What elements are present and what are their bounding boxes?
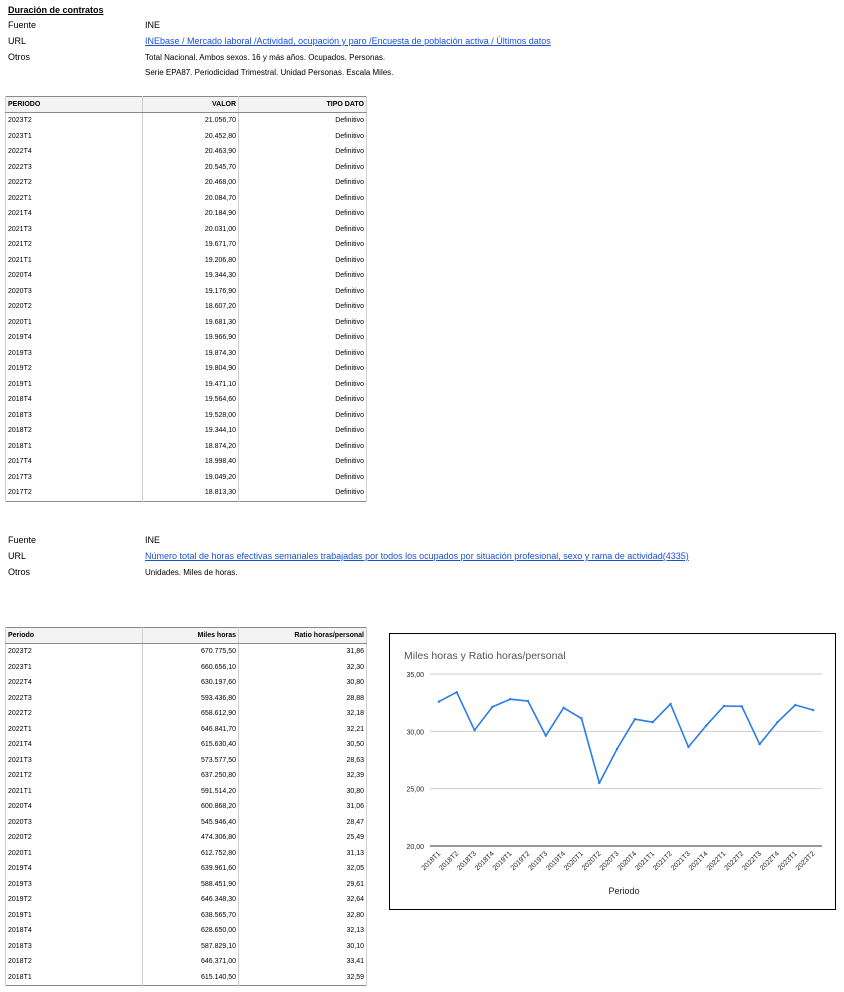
otros-line-1: Total Nacional. Ambos sexos. 16 y más años. Ocupados. Personas. xyxy=(145,53,386,62)
table-row xyxy=(6,675,367,691)
table-row xyxy=(6,737,367,753)
table-row xyxy=(6,222,367,238)
table-cell: 30,80 xyxy=(239,784,367,800)
column-header: Miles horas xyxy=(143,628,239,644)
table-cell: 2019T1 xyxy=(6,908,143,924)
x-tick-label: 2018T1 xyxy=(420,850,443,873)
table-cell: 474.306,80 xyxy=(143,830,239,846)
table-cell: 2021T4 xyxy=(6,737,143,753)
table-cell: 32,13 xyxy=(239,923,367,939)
x-tick-label: 2023T2 xyxy=(794,850,817,873)
table-cell: 31,86 xyxy=(239,644,367,660)
table-row xyxy=(6,315,367,331)
x-tick-label: 2018T2 xyxy=(438,850,461,873)
data-point xyxy=(812,709,814,711)
table-cell: 670.775,50 xyxy=(143,644,239,660)
table-row xyxy=(6,361,367,377)
table-cell: 587.829,10 xyxy=(143,939,239,955)
section-title: Duración de contratos xyxy=(8,5,104,15)
chart-title: Miles horas y Ratio horas/personal xyxy=(404,650,566,662)
table-cell: Definitivo xyxy=(239,191,367,207)
table-cell: 2018T3 xyxy=(6,408,143,424)
table-cell: 18.813,30 xyxy=(143,485,239,501)
table-cell: 660.656,10 xyxy=(143,660,239,676)
table-row xyxy=(6,644,367,660)
table-cell: 2019T4 xyxy=(6,330,143,346)
fuente-value-2: INE xyxy=(145,535,161,545)
table-cell: Definitivo xyxy=(239,222,367,238)
table-cell: 30,10 xyxy=(239,939,367,955)
table-cell: 2021T2 xyxy=(6,237,143,253)
table-cell: 2022T1 xyxy=(6,191,143,207)
x-tick-label: 2021T1 xyxy=(634,850,657,873)
table-row xyxy=(6,113,367,129)
data-point xyxy=(687,746,689,748)
table-cell: Definitivo xyxy=(239,392,367,408)
x-tick-label: 2019T1 xyxy=(491,850,514,873)
table-cell: 591.514,20 xyxy=(143,784,239,800)
table-cell: 2022T2 xyxy=(6,706,143,722)
table-cell: 2020T1 xyxy=(6,846,143,862)
table-row xyxy=(6,299,367,315)
x-tick-label: 2022T3 xyxy=(741,850,764,873)
x-tick-label: 2019T4 xyxy=(545,850,568,873)
data-point xyxy=(741,705,743,707)
x-tick-label: 2019T2 xyxy=(509,850,532,873)
data-point xyxy=(794,704,796,706)
table-row xyxy=(6,753,367,769)
data-point xyxy=(616,748,618,750)
table-cell: 21.056,70 xyxy=(143,113,239,129)
table-row xyxy=(6,877,367,893)
table-row xyxy=(6,908,367,924)
table-cell: 33,41 xyxy=(239,954,367,970)
table-row xyxy=(6,470,367,486)
table-row xyxy=(6,970,367,986)
data-point xyxy=(438,700,440,702)
column-header: PERIODO xyxy=(6,97,143,113)
x-tick-label: 2021T3 xyxy=(670,850,692,873)
table-cell: 573.577,50 xyxy=(143,753,239,769)
table-cell: 2017T4 xyxy=(6,454,143,470)
table-cell: 32,59 xyxy=(239,970,367,986)
data-point xyxy=(527,700,529,702)
table-row xyxy=(6,830,367,846)
table-cell: 19.471,10 xyxy=(143,377,239,393)
table-cell: 19.049,20 xyxy=(143,470,239,486)
table-cell: 19.344,30 xyxy=(143,268,239,284)
table-cell: 2018T1 xyxy=(6,970,143,986)
data-point xyxy=(473,729,475,731)
table-cell: 32,39 xyxy=(239,768,367,784)
table-cell: 31,13 xyxy=(239,846,367,862)
table-cell: 2022T3 xyxy=(6,691,143,707)
table-cell: 2019T2 xyxy=(6,361,143,377)
table-cell: 2017T2 xyxy=(6,485,143,501)
table-header-row xyxy=(6,628,367,644)
table-row xyxy=(6,706,367,722)
chart-svg xyxy=(390,634,835,909)
table-cell: 2021T4 xyxy=(6,206,143,222)
table-row xyxy=(6,846,367,862)
table-row xyxy=(6,768,367,784)
x-tick-label: 2018T4 xyxy=(474,850,496,873)
table-cell: 2022T4 xyxy=(6,675,143,691)
x-tick-label: 2023T1 xyxy=(776,850,799,873)
url-label: URL xyxy=(8,36,27,46)
table-cell: 2020T1 xyxy=(6,315,143,331)
table-cell: Definitivo xyxy=(239,284,367,300)
data-point xyxy=(456,691,458,693)
table-cell: 28,88 xyxy=(239,691,367,707)
table-cell: Definitivo xyxy=(239,470,367,486)
table-row xyxy=(6,253,367,269)
table-row xyxy=(6,691,367,707)
fuente-value: INE xyxy=(145,20,161,30)
table-row xyxy=(6,237,367,253)
table-row xyxy=(6,423,367,439)
table-cell: 615.140,50 xyxy=(143,970,239,986)
table-cell: 2022T2 xyxy=(6,175,143,191)
x-tick-label: 2019T3 xyxy=(527,850,550,873)
table-cell: 18.998,40 xyxy=(143,454,239,470)
table-row xyxy=(6,954,367,970)
table-row xyxy=(6,722,367,738)
table-cell: 588.451,90 xyxy=(143,877,239,893)
table-cell: Definitivo xyxy=(239,454,367,470)
table-row xyxy=(6,485,367,501)
table-cell: 19.176,90 xyxy=(143,284,239,300)
table-cell: 20.468,00 xyxy=(143,175,239,191)
series-line xyxy=(439,692,813,783)
table-header-row xyxy=(6,97,367,113)
data-point xyxy=(562,707,564,709)
table-cell: 2021T1 xyxy=(6,784,143,800)
table-cell: 19.564,60 xyxy=(143,392,239,408)
table-cell: 29,61 xyxy=(239,877,367,893)
table-cell: 639.961,60 xyxy=(143,861,239,877)
table-cell: 646.841,70 xyxy=(143,722,239,738)
table-row xyxy=(6,330,367,346)
table-cell: 2021T3 xyxy=(6,222,143,238)
table-cell: Definitivo xyxy=(239,439,367,455)
table-cell: 32,30 xyxy=(239,660,367,676)
table-cell: 20.031,00 xyxy=(143,222,239,238)
table-cell: 2023T2 xyxy=(6,644,143,660)
table-cell: 646.348,30 xyxy=(143,892,239,908)
data-point xyxy=(491,706,493,708)
y-tick-label: 35,00 xyxy=(406,672,424,679)
table-row xyxy=(6,129,367,145)
ratio-chart[interactable] xyxy=(389,633,836,910)
column-header: Ratio horas/personal xyxy=(239,628,367,644)
table-row xyxy=(6,784,367,800)
table-cell: Definitivo xyxy=(239,315,367,331)
table-cell: 2018T2 xyxy=(6,423,143,439)
table-cell: Definitivo xyxy=(239,330,367,346)
table-row xyxy=(6,439,367,455)
table-cell: 20.463,90 xyxy=(143,144,239,160)
otros-value-2: Unidades. Miles de horas. xyxy=(145,568,238,577)
url-label-2: URL xyxy=(8,551,27,561)
data-point xyxy=(776,721,778,723)
table-cell: 2023T2 xyxy=(6,113,143,129)
otros-label: Otros xyxy=(8,52,31,62)
data-point xyxy=(652,721,654,723)
table-cell: 25,49 xyxy=(239,830,367,846)
table-cell: 2022T3 xyxy=(6,160,143,176)
table-cell: 2020T2 xyxy=(6,830,143,846)
table-cell: 30,80 xyxy=(239,675,367,691)
table-cell: 20.545,70 xyxy=(143,160,239,176)
table-cell: 20.452,80 xyxy=(143,129,239,145)
table-cell: 18.874,20 xyxy=(143,439,239,455)
table-cell: 2022T1 xyxy=(6,722,143,738)
table-cell: Definitivo xyxy=(239,113,367,129)
table-cell: 615.630,40 xyxy=(143,737,239,753)
table-row xyxy=(6,815,367,831)
table-cell: Definitivo xyxy=(239,377,367,393)
table-row xyxy=(6,392,367,408)
table-row xyxy=(6,377,367,393)
table-row xyxy=(6,284,367,300)
table-cell: 2019T1 xyxy=(6,377,143,393)
column-header: TIPO DATO xyxy=(239,97,367,113)
table-cell: 19.804,90 xyxy=(143,361,239,377)
x-axis-label: Periodo xyxy=(608,886,640,896)
y-tick-label: 25,00 xyxy=(406,786,424,794)
data-point xyxy=(509,698,511,700)
table-cell: 2018T4 xyxy=(6,392,143,408)
data-point xyxy=(580,717,582,719)
table-cell: 31,06 xyxy=(239,799,367,815)
table-cell: 19.528,00 xyxy=(143,408,239,424)
table-cell: Definitivo xyxy=(239,299,367,315)
x-tick-label: 2020T4 xyxy=(616,850,639,873)
table-cell: 2023T1 xyxy=(6,660,143,676)
table-cell: 2023T1 xyxy=(6,129,143,145)
table-cell: 630.197,60 xyxy=(143,675,239,691)
table-cell: 2018T3 xyxy=(6,939,143,955)
table-cell: 2022T4 xyxy=(6,144,143,160)
table-cell: 2018T4 xyxy=(6,923,143,939)
table-cell: 20.084,70 xyxy=(143,191,239,207)
table-cell: 2021T1 xyxy=(6,253,143,269)
table-cell: Definitivo xyxy=(239,346,367,362)
table-cell: Definitivo xyxy=(239,361,367,377)
table-cell: Definitivo xyxy=(239,144,367,160)
table-cell: 2020T3 xyxy=(6,815,143,831)
table-row xyxy=(6,923,367,939)
table-cell: 18.607,20 xyxy=(143,299,239,315)
table-row xyxy=(6,454,367,470)
table-row xyxy=(6,206,367,222)
table-cell: 2021T2 xyxy=(6,768,143,784)
x-tick-label: 2020T1 xyxy=(563,850,585,873)
x-tick-label: 2022T1 xyxy=(705,850,728,873)
table-cell: Definitivo xyxy=(239,423,367,439)
table-row xyxy=(6,660,367,676)
table-cell: 2019T3 xyxy=(6,346,143,362)
table-row xyxy=(6,191,367,207)
table-row xyxy=(6,408,367,424)
table-cell: 32,80 xyxy=(239,908,367,924)
contracts-table xyxy=(5,96,367,502)
table-cell: 2021T3 xyxy=(6,753,143,769)
x-tick-label: 2022T4 xyxy=(759,850,781,873)
data-point xyxy=(634,718,636,720)
table-cell: Definitivo xyxy=(239,206,367,222)
table-cell: 19.681,30 xyxy=(143,315,239,331)
table-cell: 32,05 xyxy=(239,861,367,877)
url-link[interactable]: INEbase / Mercado laboral /Actividad, ocupación y paro /Encuesta de población activa / Últimos datos xyxy=(145,36,551,46)
x-tick-label: 2021T2 xyxy=(652,850,674,873)
table-cell: 2020T3 xyxy=(6,284,143,300)
table-cell: Definitivo xyxy=(239,485,367,501)
table-cell: Definitivo xyxy=(239,253,367,269)
x-tick-label: 2022T2 xyxy=(723,850,746,873)
table-row xyxy=(6,144,367,160)
hours-table xyxy=(5,627,367,986)
data-point xyxy=(705,724,707,726)
fuente-label: Fuente xyxy=(8,20,37,30)
table-cell: 32,64 xyxy=(239,892,367,908)
y-tick-label: 30,00 xyxy=(406,729,424,737)
table-cell: 32,18 xyxy=(239,706,367,722)
fuente-label-2: Fuente xyxy=(8,535,37,545)
table-cell: 2019T4 xyxy=(6,861,143,877)
table-row xyxy=(6,892,367,908)
table-cell: Definitivo xyxy=(239,268,367,284)
table-row xyxy=(6,939,367,955)
table-cell: 19.206,80 xyxy=(143,253,239,269)
table-cell: Definitivo xyxy=(239,129,367,145)
table-cell: 19.966,90 xyxy=(143,330,239,346)
table-cell: 612.752,80 xyxy=(143,846,239,862)
table-cell: 2020T2 xyxy=(6,299,143,315)
table-cell: 19.874,30 xyxy=(143,346,239,362)
table-cell: 628.650,00 xyxy=(143,923,239,939)
table-cell: 32,21 xyxy=(239,722,367,738)
data-point xyxy=(669,703,671,705)
x-tick-label: 2020T2 xyxy=(580,850,603,873)
column-header: VALOR xyxy=(143,97,239,113)
table-cell: 19.344,10 xyxy=(143,423,239,439)
table-cell: 30,50 xyxy=(239,737,367,753)
y-tick-label: 20,00 xyxy=(406,844,424,851)
table-cell: 2020T4 xyxy=(6,268,143,284)
table-cell: 2018T2 xyxy=(6,954,143,970)
table-row xyxy=(6,268,367,284)
x-tick-label: 2020T3 xyxy=(598,850,621,873)
data-point xyxy=(545,735,547,737)
table-cell: 593.436,80 xyxy=(143,691,239,707)
table-row xyxy=(6,160,367,176)
table-cell: Definitivo xyxy=(239,175,367,191)
table-cell: 545.946,40 xyxy=(143,815,239,831)
table-row xyxy=(6,861,367,877)
x-tick-label: 2018T3 xyxy=(456,850,478,873)
table-cell: 2019T3 xyxy=(6,877,143,893)
table-cell: 2018T1 xyxy=(6,439,143,455)
column-header: Periodo xyxy=(6,628,143,644)
table-cell: Definitivo xyxy=(239,237,367,253)
table-cell: 637.250,80 xyxy=(143,768,239,784)
table-cell: 2017T3 xyxy=(6,470,143,486)
table-cell: 638.565,70 xyxy=(143,908,239,924)
table-cell: 19.671,70 xyxy=(143,237,239,253)
table-cell: Definitivo xyxy=(239,408,367,424)
table-cell: 20.184,90 xyxy=(143,206,239,222)
x-tick-label: 2021T4 xyxy=(687,850,710,873)
table-cell: 2020T4 xyxy=(6,799,143,815)
data-point xyxy=(758,743,760,745)
table-cell: Definitivo xyxy=(239,160,367,176)
table-cell: 646.371,00 xyxy=(143,954,239,970)
data-point xyxy=(598,782,600,784)
table-cell: 28,47 xyxy=(239,815,367,831)
table-cell: 600.868,20 xyxy=(143,799,239,815)
table-row xyxy=(6,346,367,362)
otros-line-2: Serie EPA87. Periodicidad Trimestral. Unidad Personas. Escala Miles. xyxy=(145,68,394,77)
url-link-2[interactable]: Número total de horas efectivas semanales trabajadas por todos los ocupados por situación profesional, sexo y rama de actividad(4335) xyxy=(145,551,689,561)
table-row xyxy=(6,175,367,191)
table-row xyxy=(6,799,367,815)
table-cell: 658.612,90 xyxy=(143,706,239,722)
table-cell: 2019T2 xyxy=(6,892,143,908)
otros-label-2: Otros xyxy=(8,567,31,577)
data-point xyxy=(723,705,725,707)
table-cell: 28,63 xyxy=(239,753,367,769)
